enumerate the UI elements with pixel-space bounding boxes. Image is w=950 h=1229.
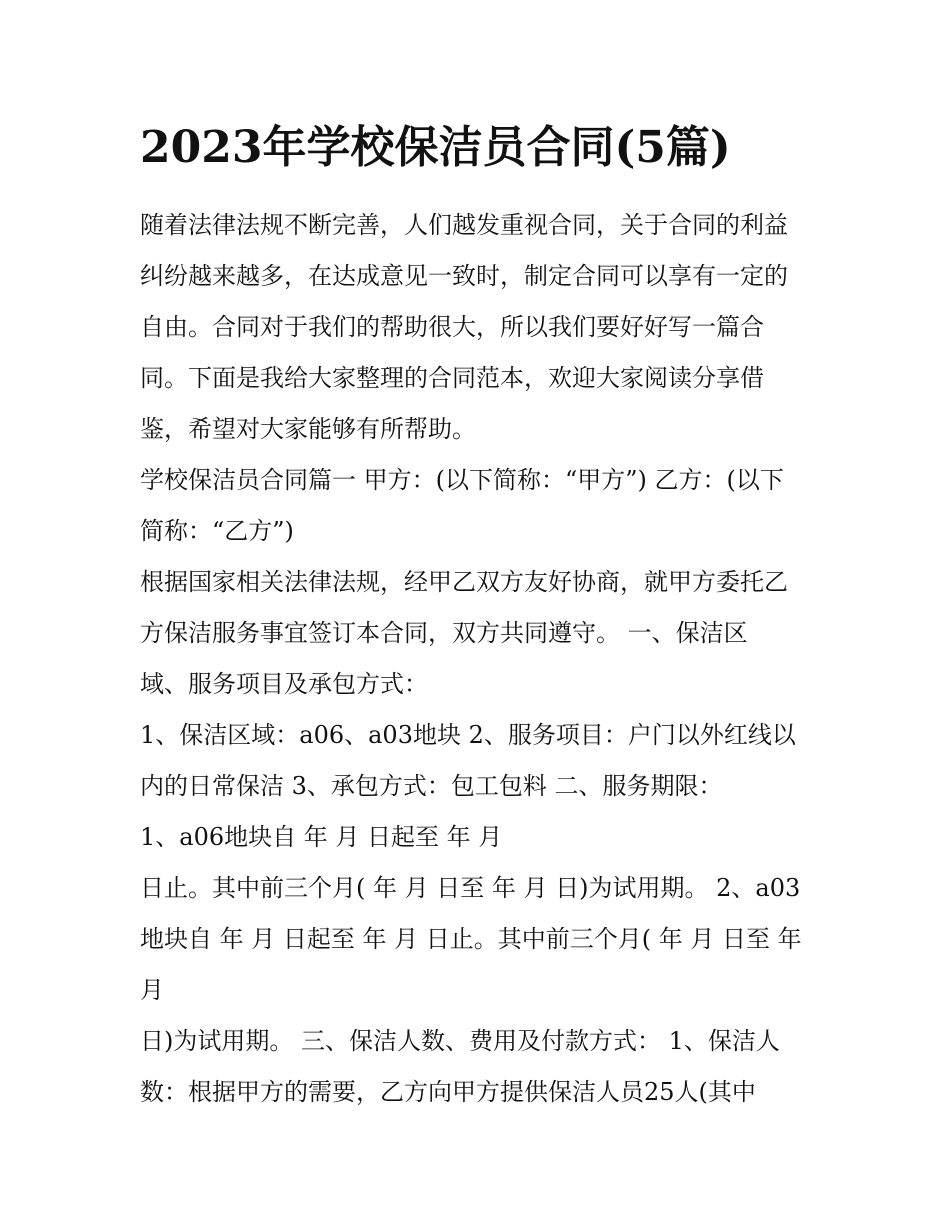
text-line: 数：根据甲方的需要，乙方向甲方提供保洁人员25人(其中 <box>140 1078 756 1106</box>
text-line: 自由。合同对于我们的帮助很大，所以我们要好好写一篇合 <box>140 313 764 341</box>
text-line: 学校保洁员合同篇一 甲方：(以下简称：“甲方”) 乙方：(以下 <box>140 466 784 494</box>
text-line: 日)为试用期。 三、保洁人数、费用及付款方式： 1、保洁人 <box>140 1027 780 1055</box>
text-line: 纠纷越来越多，在达成意见一致时，制定合同可以享有一定的 <box>140 262 788 290</box>
text-line: 方保洁服务事宜签订本合同，双方共同遵守。 一、保洁区 <box>140 619 748 647</box>
page-title: 2023年学校保洁员合同(5篇) <box>140 122 731 173</box>
text-line: 内的日常保洁 3、承包方式：包工包料 二、服务期限： <box>140 772 723 800</box>
text-line: 月 <box>140 976 164 1004</box>
text-line: 根据国家相关法律法规，经甲乙双方友好协商，就甲方委托乙 <box>140 568 788 596</box>
text-line: 1、a06地块自 年 月 日起至 年 月 <box>140 823 503 851</box>
text-line: 同。下面是我给大家整理的合同范本，欢迎大家阅读分享借 <box>140 364 764 392</box>
text-line: 1、保洁区域：a06、a03地块 2、服务项目：户门以外红线以 <box>140 721 796 749</box>
document-body <box>140 200 840 1118</box>
text-line: 地块自 年 月 日起至 年 月 日止。其中前三个月( 年 月 日至 年 <box>140 925 802 953</box>
text-line: 鉴，希望对大家能够有所帮助。 <box>140 415 476 443</box>
text-line: 日止。其中前三个月( 年 月 日至 年 月 日)为试用期。 2、a03 <box>140 874 801 902</box>
text-line: 随着法律法规不断完善，人们越发重视合同，关于合同的利益 <box>140 211 788 239</box>
text-line: 域、服务项目及承包方式： <box>140 670 428 698</box>
text-line: 简称：“乙方”) <box>140 517 294 545</box>
